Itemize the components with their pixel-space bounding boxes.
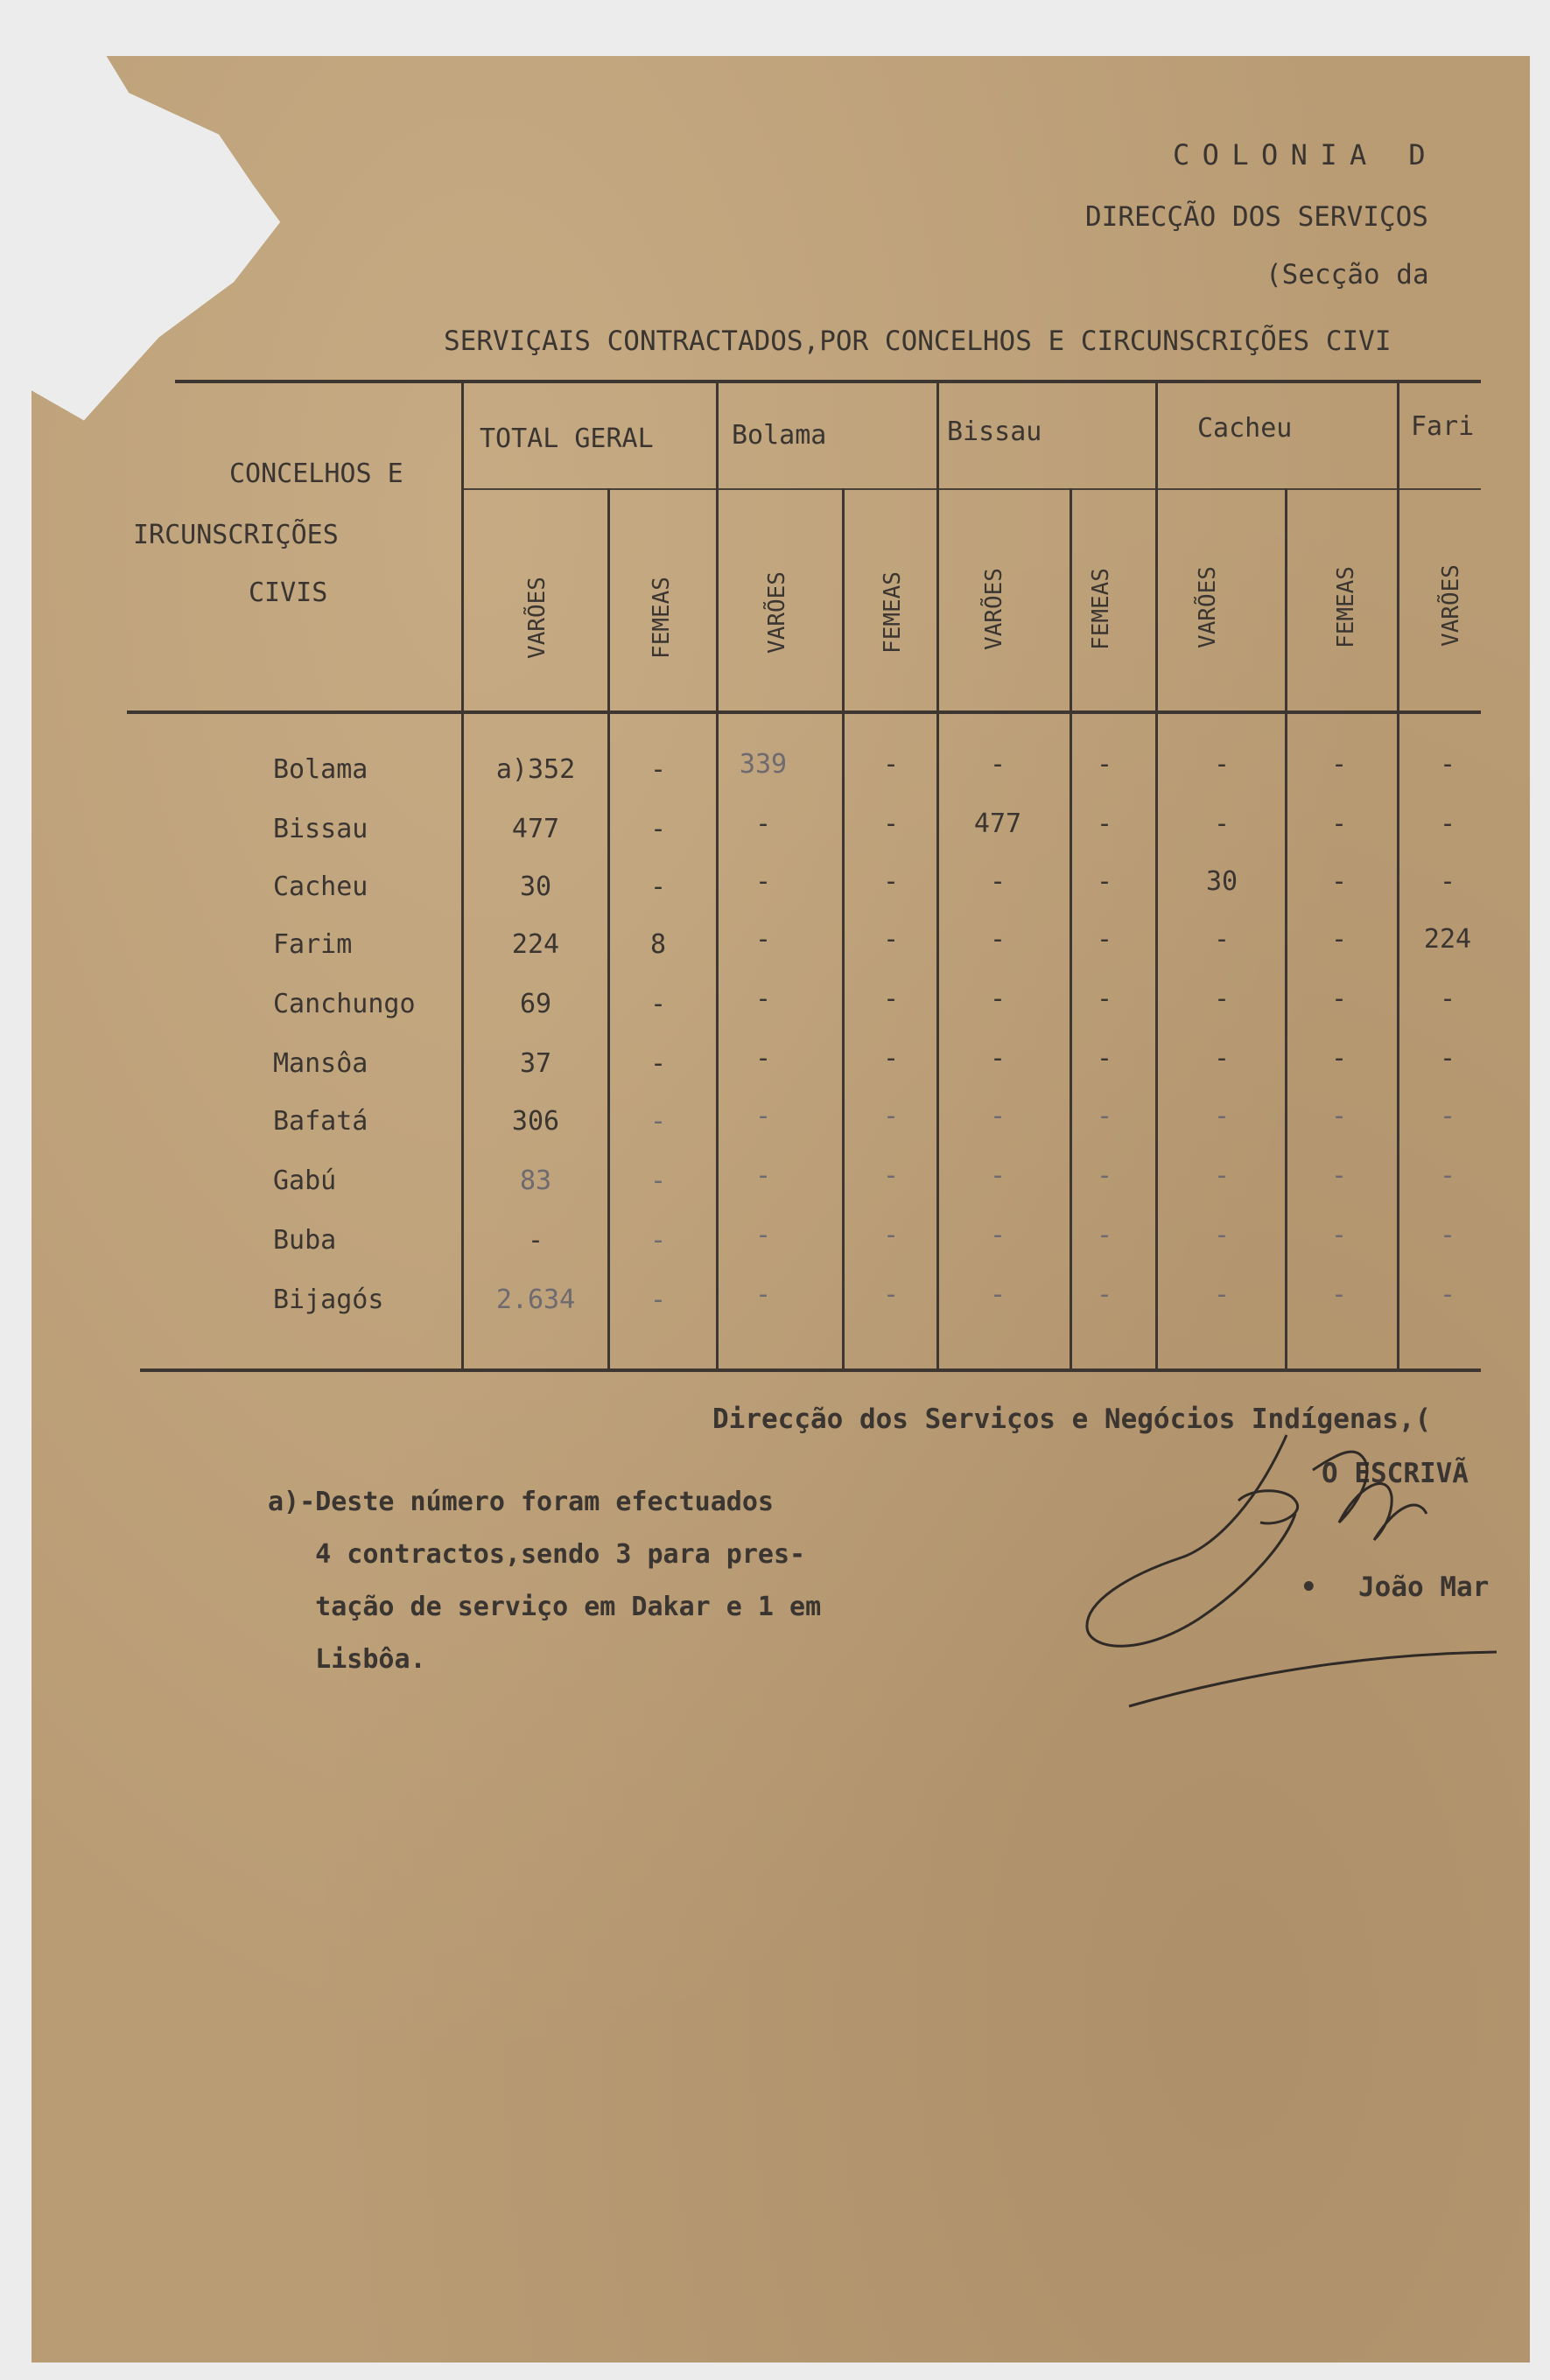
table-cell: - [754, 1101, 772, 1131]
row-label: Bolama [273, 754, 368, 785]
table-cell: - [649, 1048, 667, 1079]
table-cell: 30 [1205, 866, 1238, 897]
footnote-line: a)-Deste número foram efectuados [268, 1487, 774, 1517]
table-cell: 339 [739, 749, 788, 780]
table-cell: - [1439, 1160, 1456, 1191]
group-header-cacheu: Cacheu [1197, 413, 1293, 444]
table-cell: - [649, 814, 667, 844]
row-label: Bijagós [273, 1284, 384, 1315]
table-cell: - [1439, 808, 1456, 839]
table-cell: - [1439, 1101, 1456, 1131]
table-cell: - [754, 808, 772, 839]
table-cell: - [1439, 1279, 1456, 1310]
row-label: Mansôa [273, 1048, 368, 1079]
table-cell: - [882, 866, 900, 897]
table-cell: - [989, 1101, 1006, 1131]
table-cell: - [882, 1160, 900, 1191]
row-label: Cacheu [273, 872, 368, 902]
group-header-farim: Fari [1411, 411, 1475, 442]
table-cell: 8 [649, 929, 667, 960]
footnote [268, 1463, 821, 1699]
table-cell: - [882, 1279, 900, 1310]
footnote-line: tação de serviço em Dakar e 1 em [268, 1592, 822, 1622]
sub-header-varoes: VARÕES [1438, 564, 1464, 647]
sub-header-femeas: FEMEAS [649, 577, 675, 659]
sub-header-femeas: FEMEAS [880, 571, 906, 654]
group-header-total: TOTAL GERAL [480, 424, 654, 454]
column-rule [1397, 380, 1399, 1368]
table-cell: - [1096, 984, 1113, 1014]
table-cell: - [1096, 1220, 1113, 1250]
row-label: Bafatá [273, 1106, 368, 1137]
table-cell: - [882, 984, 900, 1014]
table-cell: - [649, 1225, 667, 1256]
table-cell: - [754, 1160, 772, 1191]
document-sheet [32, 56, 1530, 2362]
row-header-line: IRCUNSCRIÇÕES [133, 520, 339, 550]
table-cell: - [1213, 808, 1231, 839]
table-cell: - [882, 749, 900, 780]
column-rule [1285, 488, 1287, 1368]
table-cell: - [1330, 1101, 1348, 1131]
table-cell: - [882, 808, 900, 839]
table-cell: - [1330, 1220, 1348, 1250]
table-cell: - [1096, 1101, 1113, 1131]
table-cell: - [754, 1220, 772, 1250]
row-label: Buba [273, 1225, 337, 1256]
table-top-rule [175, 380, 1481, 383]
table-cell: - [882, 924, 900, 955]
table-cell: - [1096, 1279, 1113, 1310]
clerk-title: O ESCRIVÃ [1322, 1458, 1469, 1489]
table-cell: - [1213, 1043, 1231, 1074]
table-cell: 30 [519, 872, 552, 902]
table-cell: - [989, 984, 1006, 1014]
table-cell: 224 [511, 929, 560, 960]
table-title: SERVIÇAIS CONTRACTADOS,POR CONCELHOS E CIRCUNSCRIÇÕES CIVI [444, 326, 1392, 357]
column-rule [936, 380, 939, 1368]
table-cell: - [527, 1225, 544, 1256]
header-bottom-rule [127, 710, 1481, 714]
table-cell: - [1096, 866, 1113, 897]
table-bottom-rule [140, 1368, 1481, 1372]
table-cell: - [989, 924, 1006, 955]
table-cell: 83 [519, 1166, 552, 1196]
table-cell: - [1439, 1220, 1456, 1250]
table-cell: - [1213, 1101, 1231, 1131]
table-cell: - [882, 1043, 900, 1074]
table-cell: - [1213, 1160, 1231, 1191]
table-cell: - [754, 866, 772, 897]
table-cell: - [882, 1220, 900, 1250]
colony-heading: COLONIA D [1173, 138, 1438, 172]
group-header-rule [461, 488, 1481, 490]
table-cell: - [1330, 1279, 1348, 1310]
table-cell: - [1439, 984, 1456, 1014]
table-cell: - [1096, 1160, 1113, 1191]
sub-header-varoes: VARÕES [764, 571, 790, 654]
table-cell: - [1330, 866, 1348, 897]
table-cell: - [1096, 808, 1113, 839]
footnote-line: Lisbôa. [268, 1644, 426, 1675]
sub-header-varoes: VARÕES [981, 568, 1007, 650]
table-cell: - [649, 1284, 667, 1315]
table-cell: - [754, 1043, 772, 1074]
column-rule [461, 380, 464, 1368]
table-cell: - [1213, 984, 1231, 1014]
row-label: Canchungo [273, 989, 416, 1019]
column-rule [1070, 488, 1072, 1368]
table-cell: 477 [973, 808, 1022, 839]
table-cell: - [989, 1160, 1006, 1191]
table-cell: a)352 [495, 754, 576, 785]
table-cell: - [1213, 924, 1231, 955]
table-cell: - [754, 984, 772, 1014]
table-cell: - [989, 866, 1006, 897]
table-cell: 69 [519, 989, 552, 1019]
table-cell: - [989, 1043, 1006, 1074]
signer-name: João Mar [1358, 1572, 1490, 1603]
table-cell: - [1439, 866, 1456, 897]
table-cell: - [989, 749, 1006, 780]
table-cell: - [649, 754, 667, 785]
footnote-line: 4 contractos,sendo 3 para pres- [268, 1539, 806, 1570]
table-cell: - [1213, 1279, 1231, 1310]
column-rule [716, 380, 719, 1368]
table-cell: - [1330, 1160, 1348, 1191]
bullet: • [1301, 1572, 1317, 1603]
table-cell: - [1439, 749, 1456, 780]
table-cell: 37 [519, 1048, 552, 1079]
table-cell: 477 [511, 814, 560, 844]
table-cell: - [1330, 1043, 1348, 1074]
sub-header-varoes: VARÕES [524, 577, 551, 659]
column-rule [842, 488, 845, 1368]
group-header-bissau: Bissau [947, 416, 1042, 447]
table-cell: - [989, 1220, 1006, 1250]
table-cell: - [754, 924, 772, 955]
table-cell: 2.634 [495, 1284, 576, 1315]
row-header-line: CIVIS [249, 578, 328, 608]
table-cell: - [649, 989, 667, 1019]
row-label: Bissau [273, 814, 368, 844]
table-cell: - [1330, 984, 1348, 1014]
table-cell: - [1096, 924, 1113, 955]
group-header-bolama: Bolama [732, 420, 827, 451]
table-cell: - [649, 1166, 667, 1196]
signature [1077, 1418, 1497, 1750]
table-cell: - [1330, 749, 1348, 780]
sub-header-femeas: FEMEAS [1333, 566, 1359, 648]
table-cell: - [1439, 1043, 1456, 1074]
table-cell: - [1330, 924, 1348, 955]
column-rule [607, 488, 610, 1368]
table-cell: - [754, 1279, 772, 1310]
table-cell: - [1330, 808, 1348, 839]
table-cell: - [1096, 1043, 1113, 1074]
table-cell: - [882, 1101, 900, 1131]
row-header-line: CONCELHOS E [229, 458, 403, 489]
table-cell: 306 [511, 1106, 560, 1137]
row-label: Farim [273, 929, 353, 960]
column-rule [1155, 380, 1158, 1368]
table-cell: - [649, 1106, 667, 1137]
section-heading: (Secção da [1266, 259, 1429, 290]
table-cell: - [989, 1279, 1006, 1310]
table-cell: 224 [1423, 924, 1472, 955]
table-cell: - [1213, 749, 1231, 780]
footer-directorate: Direcção dos Serviços e Negócios Indígenas,( [712, 1404, 1432, 1435]
row-label: Gabú [273, 1166, 337, 1196]
table-cell: - [649, 872, 667, 902]
sub-header-femeas: FEMEAS [1088, 568, 1114, 650]
sub-header-varoes: VARÕES [1195, 566, 1221, 648]
directorate-heading: DIRECÇÃO DOS SERVIÇOS [1085, 201, 1428, 233]
table-cell: - [1096, 749, 1113, 780]
table-cell: - [1213, 1220, 1231, 1250]
